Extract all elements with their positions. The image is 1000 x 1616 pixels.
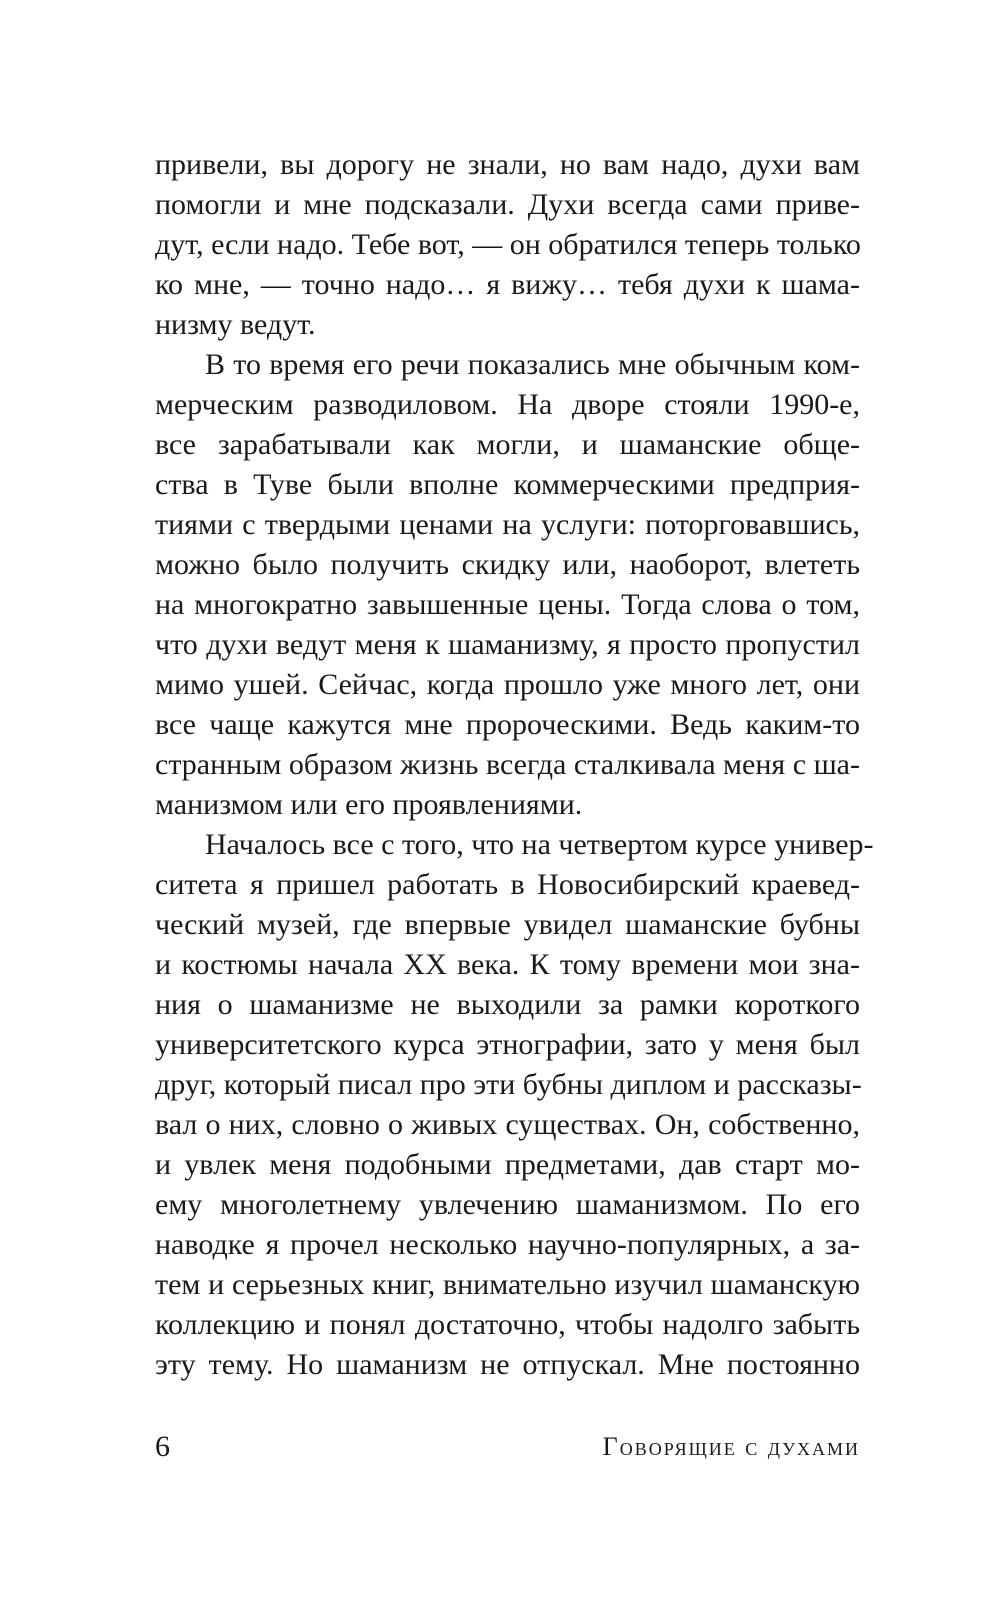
text-line: все чаще кажутся мне пророческими. Ведь каким-то [155, 708, 860, 741]
text-line: В то время его речи показались мне обычным ком- [205, 348, 860, 381]
text-line: помогли и мне подсказали. Духи всегда сами приве- [155, 188, 860, 221]
text-line: коллекцию и понял достаточно, чтобы надолго забыть [155, 1308, 860, 1341]
text-line: ния о шаманизме не выходили за рамки короткого [155, 988, 860, 1021]
text-line: тиями с твердыми ценами на услуги: поторговавшись, [155, 508, 860, 541]
text-line: что духи ведут меня к шаманизму, я просто пропустил [155, 628, 860, 661]
text-line: Началось все с того, что на четвертом курсе универ- [205, 828, 874, 861]
text-line: наводке я прочел несколько научно-популярных, а за- [155, 1228, 860, 1261]
text-line: ства в Туве были вполне коммерческими предприя- [155, 468, 860, 501]
text-line: мимо ушей. Сейчас, когда прошло уже много лет, они [155, 668, 860, 701]
text-line: и увлек меня подобными предметами, дав старт мо- [155, 1148, 860, 1181]
text-line: все зарабатывали как могли, и шаманские обще- [155, 428, 860, 461]
text-line: привели, вы дорогу не знали, но вам надо, духи вам [155, 148, 860, 181]
text-line: мерческим разводиловом. На дворе стояли 1990-е, [155, 388, 860, 421]
text-line: ему многолетнему увлечению шаманизмом. По его [155, 1188, 860, 1221]
text-line: ситета я пришел работать в Новосибирский краевед- [155, 868, 860, 901]
text-line: вал о них, словно о живых существах. Он, собственно, [155, 1108, 860, 1141]
text-line: друг, который писал про эти бубны диплом и рассказы- [155, 1068, 862, 1101]
text-line: эту тему. Но шаманизм не отпускал. Мне постоянно [155, 1348, 860, 1381]
text-line: можно было получить скидку или, наоборот, влететь [155, 548, 860, 581]
text-line: манизмом или его проявлениями. [155, 788, 583, 821]
text-line: ческий музей, где впервые увидел шаманские бубны [155, 908, 860, 941]
text-line: тем и серьезных книг, внимательно изучил шаманскую [155, 1268, 860, 1301]
running-title: Говорящие с духами [602, 1432, 860, 1461]
body-text [155, 145, 874, 1385]
page-footer [155, 1427, 860, 1467]
text-line: странным образом жизнь всегда сталкивала меня с ша- [155, 748, 860, 781]
text-line: низму ведут. [155, 308, 316, 341]
text-line: университетского курса этнографии, зато у меня был [155, 1028, 860, 1061]
page-number: 6 [155, 1430, 170, 1463]
text-line: дут, если надо. Тебе вот, — он обратился теперь только [155, 228, 861, 261]
text-line: на многократно завышенные цены. Тогда слова о том, [155, 588, 860, 621]
text-line: и костюмы начала XX века. К тому времени мои зна- [155, 948, 860, 981]
text-line: ко мне, — точно надо… я вижу… тебя духи к шама- [155, 268, 860, 301]
